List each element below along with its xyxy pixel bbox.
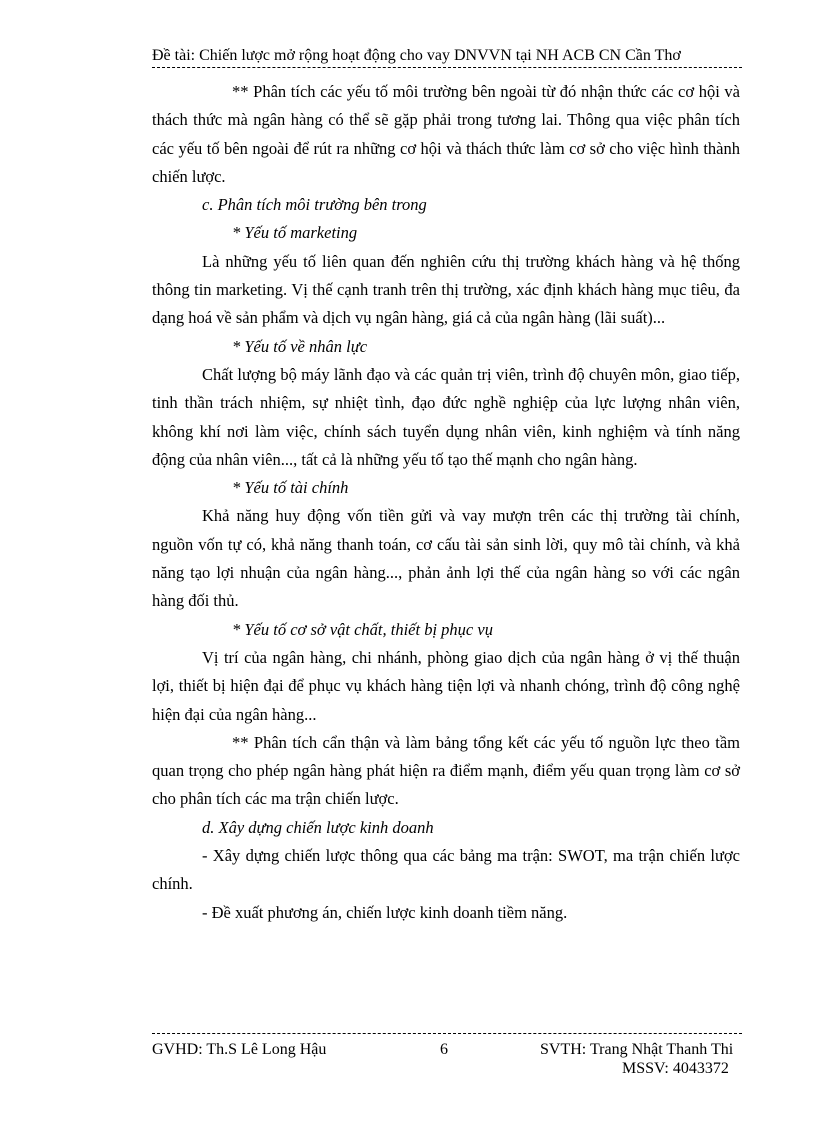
subheading-human-resources: * Yếu tố về nhân lực — [232, 336, 368, 356]
paragraph-marketing: Là những yếu tố liên quan đến nghiên cứu thị trường khách hàng và hệ thống thông tin marketing. Vị thế cạnh tranh trên thị trường, xác định khách hàng mục tiêu, đa dạng hoá về sản phẩm và dịch vụ ngân hàng, giá cả của ngân hàng (lãi suất)... — [152, 251, 740, 328]
footer-supervisor: GVHD: Th.S Lê Long Hậu — [152, 1041, 327, 1058]
subheading-marketing: * Yếu tố marketing — [232, 223, 358, 243]
section-heading-d: d. Xây dựng chiến lược kinh doanh — [202, 817, 434, 837]
paragraph-internal-summary: ** Phân tích cẩn thận và làm bảng tổng kết các yếu tố nguồn lực theo tầm quan trọng cho phép ngân hàng phát hiện ra điểm mạnh, điểm yếu quan trọng làm cơ sở cho phân tích các ma trận chiến lược. — [152, 732, 740, 809]
paragraph-finance: Khả năng huy động vốn tiền gửi và vay mượn trên các thị trường tài chính, nguồn vốn tự có, khả năng thanh toán, cơ cấu tài sản sinh lời, quy mô tài chính, và khả năng tạo lợi nhuận của ngân hàng..., phản ảnh lợi thế của ngân hàng so với các ngân hàng đối thủ. — [152, 506, 740, 611]
document-body — [152, 78, 740, 927]
footer-student-id: MSSV: 4043372 — [622, 1060, 729, 1077]
section-heading-c: c. Phân tích môi trường bên trong — [202, 195, 427, 215]
page-number: 6 — [440, 1041, 448, 1058]
paragraph-facilities: Vị trí của ngân hàng, chi nhánh, phòng giao dịch của ngân hàng ở vị thế thuận lợi, thiết bị hiện đại để phục vụ khách hàng tiện lợi và nhanh chóng, trình độ công nghệ hiện đại của ngân hàng... — [152, 647, 740, 724]
subheading-finance: * Yếu tố tài chính — [232, 478, 349, 498]
paragraph-external-analysis: ** Phân tích các yếu tố môi trường bên ngoài từ đó nhận thức các cơ hội và thách thức mà ngân hàng có thể sẽ gặp phải trong tương lai. Thông qua việc phân tích các yếu tố bên ngoài để rút ra những cơ hội và thách thức làm cơ sở cho việc hình thành chiến lược. — [152, 82, 740, 186]
footer-student: SVTH: Trang Nhật Thanh Thi — [540, 1041, 734, 1058]
paragraph-strategy-matrix: - Xây dựng chiến lược thông qua các bảng ma trận: SWOT, ma trận chiến lược chính. — [152, 846, 740, 894]
page-header: Đề tài: Chiến lược mở rộng hoạt động cho vay DNVVN tại NH ACB CN Cần Thơ — [152, 47, 681, 64]
subheading-facilities: * Yếu tố cơ sở vật chất, thiết bị phục vụ — [232, 619, 493, 639]
footer-divider — [152, 1033, 742, 1034]
paragraph-human-resources: Chất lượng bộ máy lãnh đạo và các quản trị viên, trình độ chuyên môn, giao tiếp, tinh thần trách nhiệm, sự nhiệt tình, đạo đức nghề nghiệp của lực lượng nhân viên, không khí nơi làm việc, chính sách tuyển dụng nhân viên, kinh nghiệm và tính năng động của nhân viên..., tất cả là những yếu tố tạo thế mạnh cho ngân hàng. — [152, 364, 740, 469]
header-divider — [152, 67, 742, 68]
paragraph-strategy-proposal: - Đề xuất phương án, chiến lược kinh doanh tiềm năng. — [202, 902, 568, 922]
